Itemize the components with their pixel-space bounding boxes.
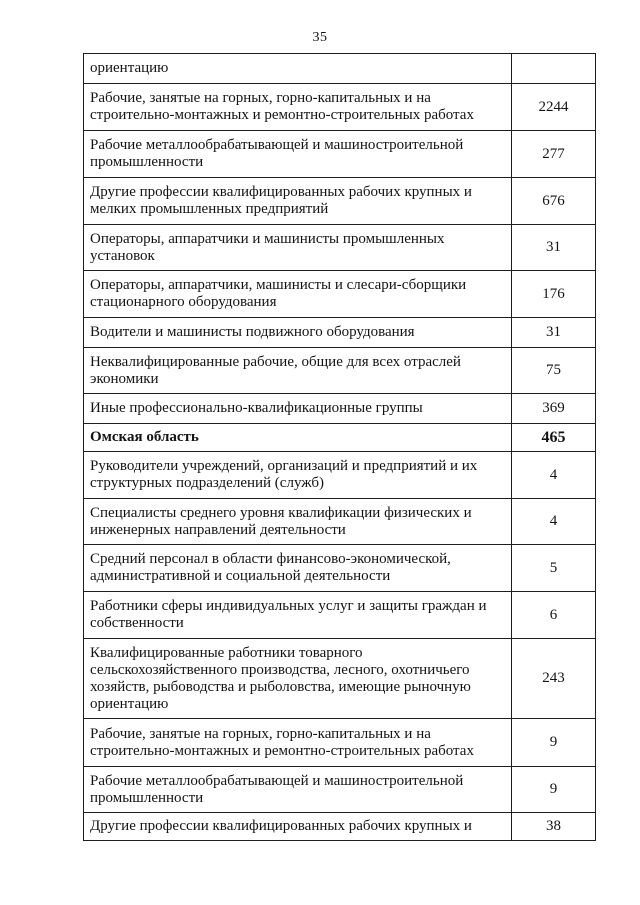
row-label: Рабочие, занятые на горных, горно-капитальных и на строительно-монтажных и ремонтно-строительных работах: [84, 84, 512, 131]
row-value: 31: [512, 318, 596, 348]
row-value: 31: [512, 225, 596, 271]
row-label: Операторы, аппаратчики и машинисты промышленных установок: [84, 225, 512, 271]
row-label: Рабочие металлообрабатывающей и машиностроительной промышленности: [84, 131, 512, 178]
row-label: Рабочие металлообрабатывающей и машиностроительной промышленности: [84, 767, 512, 813]
row-label: Рабочие, занятые на горных, горно-капитальных и на строительно-монтажных и ремонтно-строительных работах: [84, 719, 512, 767]
row-label: Другие профессии квалифицированных рабочих крупных и: [84, 813, 512, 841]
table-row: [84, 545, 596, 592]
row-label: ориентацию: [84, 54, 512, 84]
row-value: 9: [512, 719, 596, 767]
table-row: [84, 131, 596, 178]
row-value: [512, 54, 596, 84]
row-value: 676: [512, 178, 596, 225]
table-row: [84, 318, 596, 348]
row-value: 4: [512, 452, 596, 499]
row-label: Неквалифицированные рабочие, общие для всех отраслей экономики: [84, 348, 512, 394]
table-row: [84, 639, 596, 719]
row-value: 75: [512, 348, 596, 394]
row-label: Водители и машинисты подвижного оборудования: [84, 318, 512, 348]
table-row: [84, 394, 596, 424]
page-number: 35: [312, 30, 328, 45]
occupation-table: [83, 53, 596, 841]
table-row: [84, 84, 596, 131]
row-value: 176: [512, 271, 596, 318]
table-row: [84, 178, 596, 225]
table-row: [84, 813, 596, 841]
table-row: [84, 719, 596, 767]
row-value: 243: [512, 639, 596, 719]
row-label: Руководители учреждений, организаций и предприятий и их структурных подразделений (служб): [84, 452, 512, 499]
table-row: [84, 452, 596, 499]
table-row: [84, 767, 596, 813]
row-label: Операторы, аппаратчики, машинисты и слесари-сборщики стационарного оборудования: [84, 271, 512, 318]
table-row: [84, 271, 596, 318]
table-row: [84, 348, 596, 394]
row-value: 2244: [512, 84, 596, 131]
region-total: 465: [512, 424, 596, 452]
row-value: 38: [512, 813, 596, 841]
row-label: Средний персонал в области финансово-экономической, административной и социальной деятельности: [84, 545, 512, 592]
row-label: Иные профессионально-квалификационные группы: [84, 394, 512, 424]
row-value: 5: [512, 545, 596, 592]
table-row: [84, 499, 596, 545]
row-value: 6: [512, 592, 596, 639]
row-value: 369: [512, 394, 596, 424]
region-row: [84, 424, 596, 452]
table-row: [84, 225, 596, 271]
row-label: Работники сферы индивидуальных услуг и защиты граждан и собственности: [84, 592, 512, 639]
row-value: 277: [512, 131, 596, 178]
region-name: Омская область: [84, 424, 512, 452]
row-value: 4: [512, 499, 596, 545]
row-label: Специалисты среднего уровня квалификации физических и инженерных направлений деятельности: [84, 499, 512, 545]
row-label: Квалифицированные работники товарного сельскохозяйственного производства, лесного, охотничьего хозяйств, рыбоводства и рыболовства, имеющие рыночную ориентацию: [84, 639, 512, 719]
row-value: 9: [512, 767, 596, 813]
row-label: Другие профессии квалифицированных рабочих крупных и мелких промышленных предприятий: [84, 178, 512, 225]
table-row: [84, 592, 596, 639]
table-row: [84, 54, 596, 84]
